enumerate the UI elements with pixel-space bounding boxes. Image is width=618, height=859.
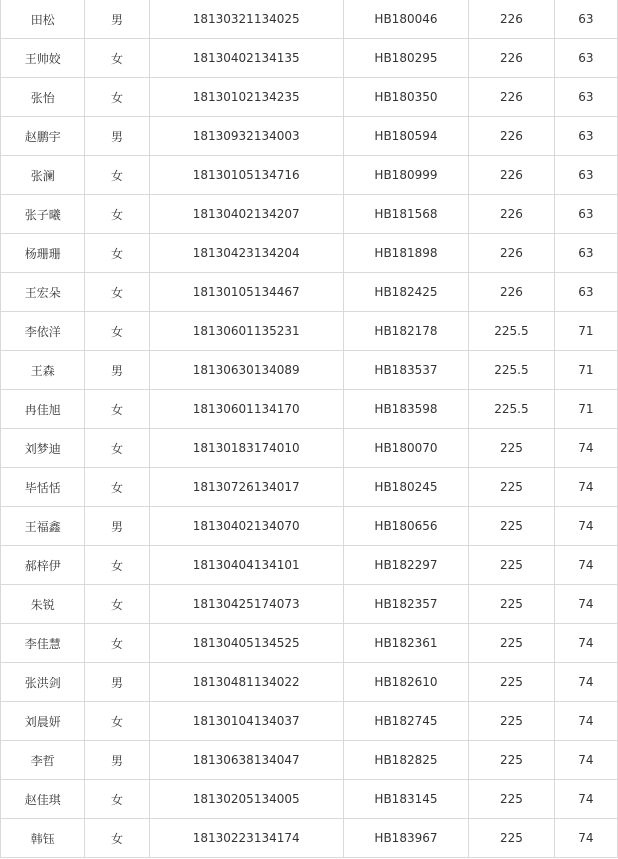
registration-id-cell: HB182745 (343, 702, 469, 741)
name-cell: 张澜 (1, 156, 85, 195)
name-cell: 韩钰 (1, 819, 85, 858)
rank-cell: 74 (554, 702, 617, 741)
exam-number-cell: 18130321134025 (149, 0, 343, 39)
registration-id-cell: HB182425 (343, 273, 469, 312)
table-row (1, 78, 618, 117)
score-cell: 225 (469, 468, 554, 507)
score-cell: 225 (469, 507, 554, 546)
rank-cell: 74 (554, 546, 617, 585)
exam-number-cell: 18130601134170 (149, 390, 343, 429)
score-cell: 226 (469, 195, 554, 234)
table-row (1, 351, 618, 390)
name-cell: 赵佳琪 (1, 780, 85, 819)
score-cell: 226 (469, 78, 554, 117)
rank-cell: 63 (554, 78, 617, 117)
gender-cell: 女 (85, 585, 149, 624)
name-cell: 李依洋 (1, 312, 85, 351)
rank-cell: 63 (554, 156, 617, 195)
exam-number-cell: 18130105134467 (149, 273, 343, 312)
rank-cell: 74 (554, 780, 617, 819)
rank-cell: 74 (554, 624, 617, 663)
table-row (1, 429, 618, 468)
score-cell: 225.5 (469, 312, 554, 351)
rank-cell: 71 (554, 312, 617, 351)
registration-id-cell: HB183598 (343, 390, 469, 429)
table-row (1, 468, 618, 507)
registration-id-cell: HB183145 (343, 780, 469, 819)
table-row (1, 546, 618, 585)
exam-number-cell: 18130405134525 (149, 624, 343, 663)
rank-cell: 74 (554, 741, 617, 780)
name-cell: 刘晨妍 (1, 702, 85, 741)
exam-number-cell: 18130104134037 (149, 702, 343, 741)
exam-number-cell: 18130402134070 (149, 507, 343, 546)
score-cell: 226 (469, 156, 554, 195)
registration-id-cell: HB180350 (343, 78, 469, 117)
gender-cell: 女 (85, 78, 149, 117)
name-cell: 毕恬恬 (1, 468, 85, 507)
exam-number-cell: 18130102134235 (149, 78, 343, 117)
exam-number-cell: 18130402134135 (149, 39, 343, 78)
score-cell: 225.5 (469, 390, 554, 429)
rank-cell: 71 (554, 351, 617, 390)
score-cell: 225 (469, 741, 554, 780)
rank-cell: 74 (554, 429, 617, 468)
table-row (1, 117, 618, 156)
registration-id-cell: HB182825 (343, 741, 469, 780)
gender-cell: 男 (85, 351, 149, 390)
rank-cell: 74 (554, 585, 617, 624)
registration-id-cell: HB183537 (343, 351, 469, 390)
table-row (1, 741, 618, 780)
name-cell: 杨珊珊 (1, 234, 85, 273)
gender-cell: 女 (85, 390, 149, 429)
name-cell: 李哲 (1, 741, 85, 780)
exam-number-cell: 18130404134101 (149, 546, 343, 585)
rank-cell: 74 (554, 507, 617, 546)
exam-number-cell: 18130183174010 (149, 429, 343, 468)
name-cell: 刘梦迪 (1, 429, 85, 468)
gender-cell: 男 (85, 0, 149, 39)
registration-id-cell: HB180046 (343, 0, 469, 39)
table-row (1, 585, 618, 624)
table-body (1, 0, 618, 858)
table-row (1, 702, 618, 741)
exam-number-cell: 18130223134174 (149, 819, 343, 858)
score-cell: 226 (469, 234, 554, 273)
registration-id-cell: HB182357 (343, 585, 469, 624)
rank-cell: 74 (554, 468, 617, 507)
registration-id-cell: HB180656 (343, 507, 469, 546)
rank-cell: 63 (554, 117, 617, 156)
name-cell: 朱锐 (1, 585, 85, 624)
registration-id-cell: HB182297 (343, 546, 469, 585)
exam-number-cell: 18130481134022 (149, 663, 343, 702)
score-cell: 225 (469, 585, 554, 624)
registration-id-cell: HB180999 (343, 156, 469, 195)
exam-number-cell: 18130932134003 (149, 117, 343, 156)
score-cell: 226 (469, 0, 554, 39)
table-row (1, 234, 618, 273)
registration-id-cell: HB180070 (343, 429, 469, 468)
table-row (1, 39, 618, 78)
table-row (1, 390, 618, 429)
registration-id-cell: HB182610 (343, 663, 469, 702)
registration-id-cell: HB180245 (343, 468, 469, 507)
gender-cell: 男 (85, 663, 149, 702)
registration-id-cell: HB181568 (343, 195, 469, 234)
exam-number-cell: 18130205134005 (149, 780, 343, 819)
table-row (1, 819, 618, 858)
table-row (1, 0, 618, 39)
score-cell: 225 (469, 702, 554, 741)
name-cell: 王帅姣 (1, 39, 85, 78)
score-cell: 225 (469, 819, 554, 858)
name-cell: 张洪剑 (1, 663, 85, 702)
name-cell: 王森 (1, 351, 85, 390)
table-row (1, 780, 618, 819)
registration-id-cell: HB183967 (343, 819, 469, 858)
name-cell: 田松 (1, 0, 85, 39)
gender-cell: 男 (85, 741, 149, 780)
table-row (1, 663, 618, 702)
gender-cell: 女 (85, 468, 149, 507)
name-cell: 赵鹏宇 (1, 117, 85, 156)
rank-cell: 63 (554, 234, 617, 273)
exam-number-cell: 18130726134017 (149, 468, 343, 507)
gender-cell: 女 (85, 819, 149, 858)
score-cell: 225 (469, 546, 554, 585)
registration-id-cell: HB180594 (343, 117, 469, 156)
rank-cell: 71 (554, 390, 617, 429)
name-cell: 王福鑫 (1, 507, 85, 546)
gender-cell: 女 (85, 624, 149, 663)
rank-cell: 63 (554, 195, 617, 234)
exam-number-cell: 18130402134207 (149, 195, 343, 234)
name-cell: 张子曦 (1, 195, 85, 234)
table-row (1, 156, 618, 195)
score-cell: 225 (469, 663, 554, 702)
exam-number-cell: 18130601135231 (149, 312, 343, 351)
exam-number-cell: 18130425174073 (149, 585, 343, 624)
gender-cell: 男 (85, 507, 149, 546)
score-cell: 225 (469, 780, 554, 819)
gender-cell: 女 (85, 702, 149, 741)
registration-id-cell: HB181898 (343, 234, 469, 273)
gender-cell: 女 (85, 312, 149, 351)
name-cell: 郝梓伊 (1, 546, 85, 585)
gender-cell: 女 (85, 39, 149, 78)
score-cell: 226 (469, 273, 554, 312)
rank-cell: 74 (554, 819, 617, 858)
table-row (1, 312, 618, 351)
gender-cell: 女 (85, 234, 149, 273)
registration-id-cell: HB182361 (343, 624, 469, 663)
table-row (1, 624, 618, 663)
rank-cell: 74 (554, 663, 617, 702)
registration-id-cell: HB182178 (343, 312, 469, 351)
gender-cell: 女 (85, 273, 149, 312)
rank-cell: 63 (554, 273, 617, 312)
name-cell: 张怡 (1, 78, 85, 117)
gender-cell: 女 (85, 546, 149, 585)
name-cell: 李佳慧 (1, 624, 85, 663)
score-cell: 225 (469, 624, 554, 663)
table-row (1, 273, 618, 312)
table-row (1, 195, 618, 234)
table-row (1, 507, 618, 546)
gender-cell: 女 (85, 195, 149, 234)
name-cell: 王宏朵 (1, 273, 85, 312)
name-cell: 冉佳旭 (1, 390, 85, 429)
gender-cell: 女 (85, 780, 149, 819)
gender-cell: 女 (85, 156, 149, 195)
score-cell: 226 (469, 117, 554, 156)
exam-number-cell: 18130630134089 (149, 351, 343, 390)
rank-cell: 63 (554, 0, 617, 39)
registration-id-cell: HB180295 (343, 39, 469, 78)
score-cell: 225 (469, 429, 554, 468)
gender-cell: 男 (85, 117, 149, 156)
exam-number-cell: 18130423134204 (149, 234, 343, 273)
exam-number-cell: 18130105134716 (149, 156, 343, 195)
rank-cell: 63 (554, 39, 617, 78)
score-cell: 225.5 (469, 351, 554, 390)
exam-number-cell: 18130638134047 (149, 741, 343, 780)
score-cell: 226 (469, 39, 554, 78)
gender-cell: 女 (85, 429, 149, 468)
